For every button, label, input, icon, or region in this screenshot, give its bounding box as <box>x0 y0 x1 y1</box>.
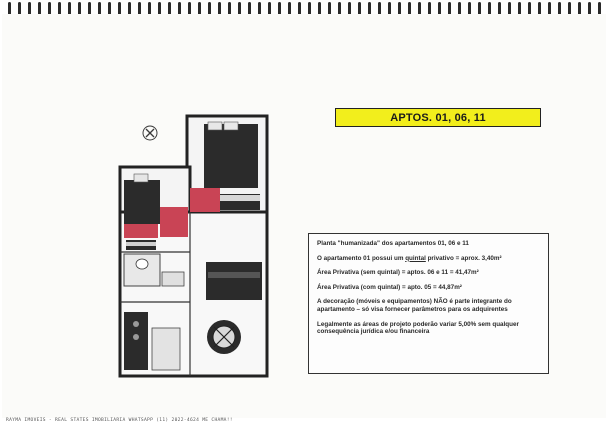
info-decoration-note: A decoração (móveis e equipamentos) NÃO é parte integrante do apartamento – só visa fornecer parâmetros para os adquirentes <box>317 298 512 313</box>
info-panel <box>308 233 549 374</box>
info-plan-caption: Planta "humanizada" dos apartamentos 01, 06 e 11 <box>317 240 469 247</box>
north-compass-icon <box>143 126 157 140</box>
apartments-title-text: APTOS. 01, 06, 11 <box>390 111 486 124</box>
apartments-title <box>335 108 541 127</box>
info-legal-note: Legalmente as áreas de projeto poderão variar 5,00% sem qualquer consequência jurídica e/ou financeira <box>317 320 519 336</box>
info-quintal-word: quintal <box>405 254 426 262</box>
footer-contact: RAYMA IMOVEIS - REAL STATES IMOBILIARIA WHATSAPP (11) 2022-4624 ME CHAMA!! <box>6 418 233 423</box>
info-area-with-yard: Área Privativa (com quintal) = apto. 05 = 44,87m² <box>317 283 462 291</box>
info-quintal-line <box>317 255 540 263</box>
floor-plan-image <box>112 112 272 382</box>
info-quintal-pre: O apartamento 01 possui um <box>317 254 406 262</box>
info-quintal-post: privativo = aprox. 3,40m² <box>425 254 502 262</box>
info-area-without-yard: Área Privativa (sem quintal) = aptos. 06 e 11 = 41,47m² <box>317 269 479 277</box>
